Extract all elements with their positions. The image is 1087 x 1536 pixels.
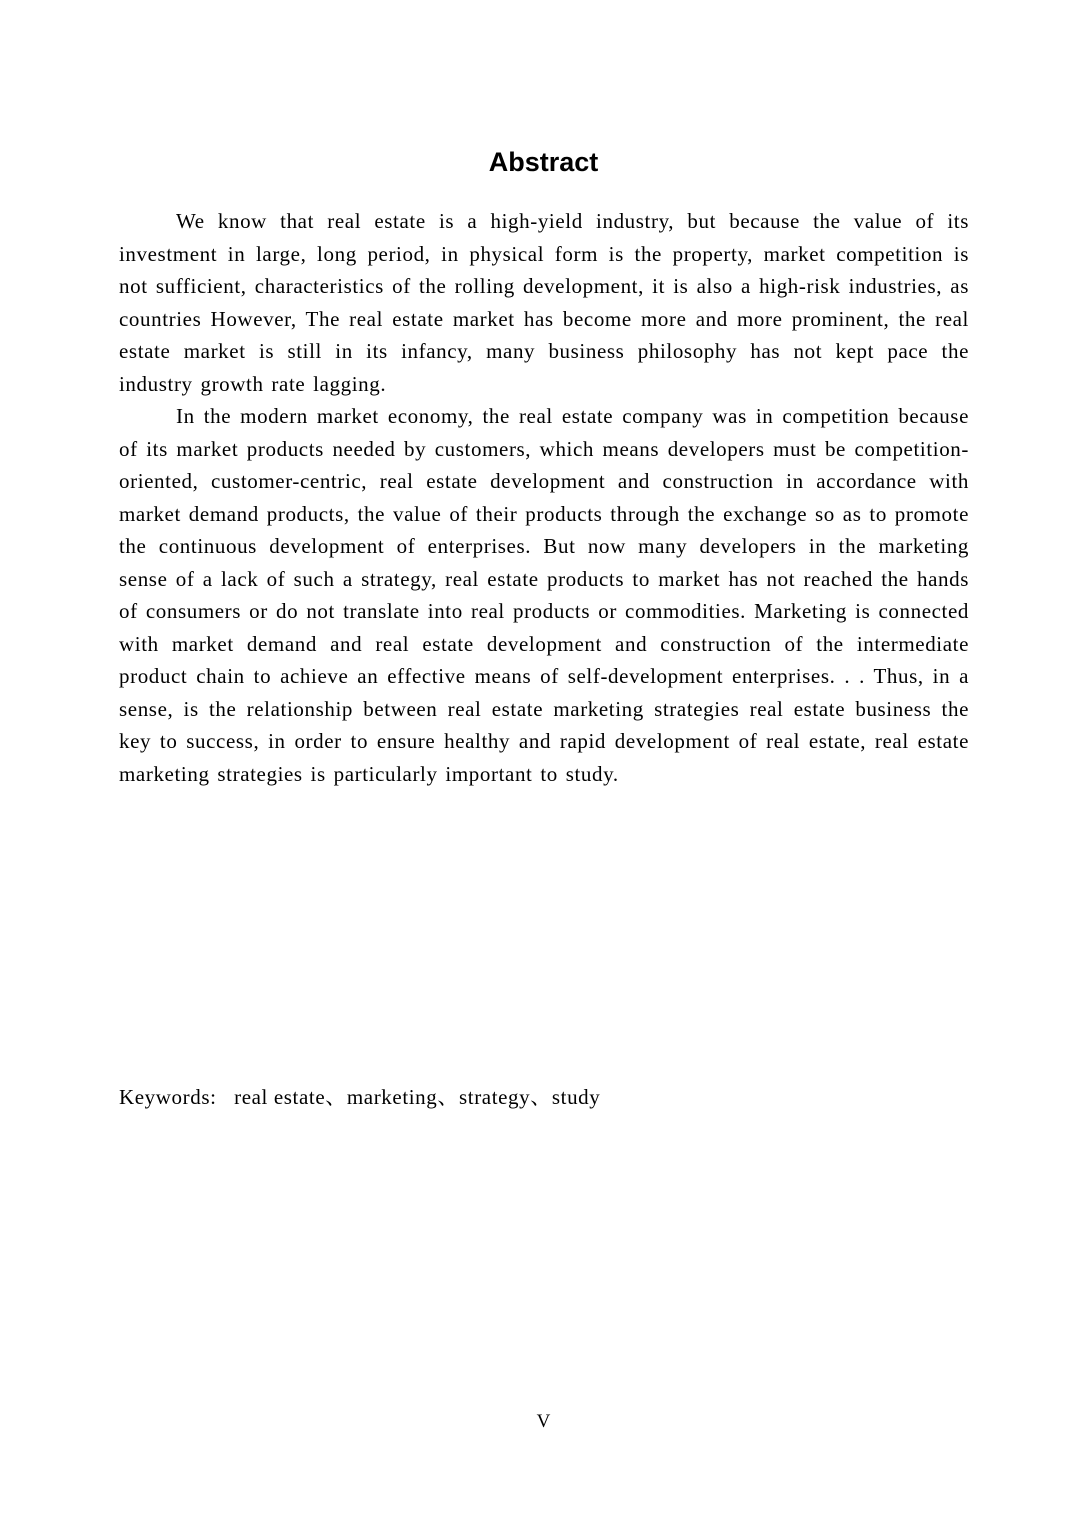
page-number: V: [536, 1411, 551, 1432]
abstract-title: Abstract: [488, 147, 599, 177]
keywords-text: real estate、marketing、strategy、study: [234, 1085, 601, 1109]
abstract-body: [119, 205, 969, 790]
keywords-line: [119, 1081, 600, 1113]
abstract-paragraph-1: We know that real estate is a high-yield industry, but because the value of its investment in large, long period, in physical form is the property, market competition is not sufficient, characteristics of the rolling development, it is also a high-risk industries, as countries However, The real estate market has become more and more prominent, the real estate market is still in its infancy, many business philosophy has not kept pace the industry growth rate lagging.: [119, 209, 969, 396]
keywords-label: Keywords:: [119, 1085, 217, 1109]
abstract-paragraph-2: In the modern market economy, the real estate company was in competition because of its market products needed by customers, which means developers must be competition-oriented, customer-centric, real estate development and construction in accordance with market demand products, the value of their products through the exchange so as to promote the continuous development of enterprises. But now many developers in the marketing sense of a lack of such a strategy, real estate products to market has not reached the hands of consumers or do not translate into real products or commodities. Marketing is connected with market demand and real estate development and construction of the intermediate product chain to achieve an effective means of self-development enterprises. . . Thus, in a sense, is the relationship between real estate marketing strategies real estate business the key to success, in order to ensure healthy and rapid development of real estate, real estate marketing strategies is particularly important to study.: [119, 404, 969, 786]
